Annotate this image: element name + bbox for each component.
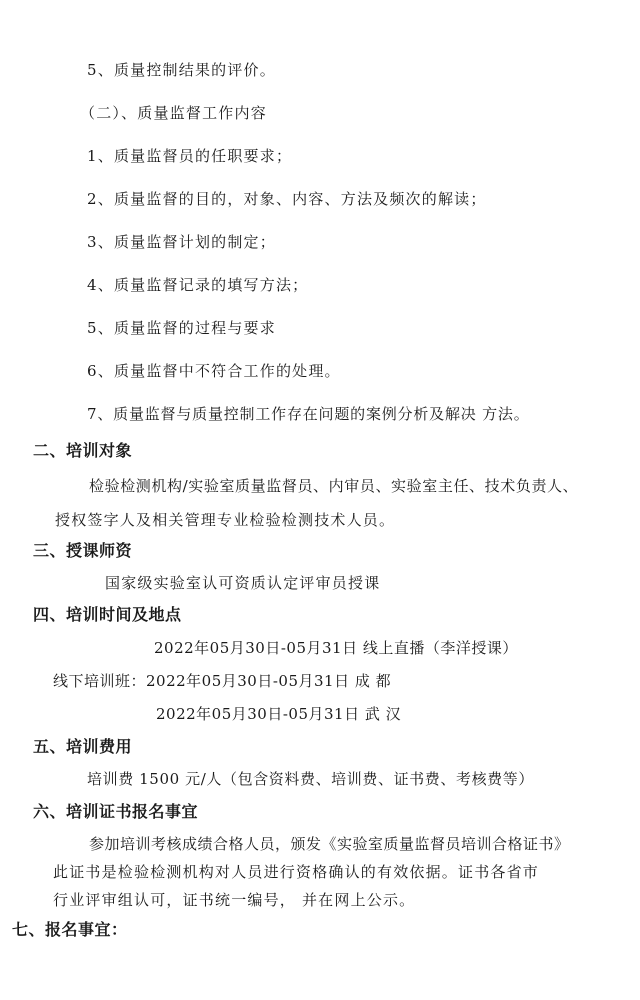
certificate-line-1: 参加培训考核成绩合格人员，颁发《实验室质量监督员培训合格证书》 <box>89 835 570 853</box>
training-target-line-1: 检验检测机构/实验室质量监督员、内审员、实验室主任、技术负责人、 <box>89 477 579 495</box>
section-instructor-title: 三、授课师资 <box>33 541 133 560</box>
schedule-online: 2022年05月30日-05月31日 线上直播（李洋授课） <box>154 639 518 657</box>
instructor-line: 国家级实验室认可资质认定评审员授课 <box>105 574 381 592</box>
item-quality-control-evaluation: 5、质量控制结果的评价。 <box>87 61 276 79</box>
subsection-title-quality-supervision: （二）、质量监督工作内容 <box>80 104 267 122</box>
section-certificate-title: 六、培训证书报名事宜 <box>33 802 199 821</box>
sub-item-5: 5、质量监督的过程与要求 <box>87 319 276 337</box>
section-time-location-title: 四、培训时间及地点 <box>33 605 182 624</box>
section-registration-title: 七、报名事宜： <box>12 920 128 939</box>
section-training-target-title: 二、培训对象 <box>33 441 133 460</box>
section-fee-title: 五、培训费用 <box>33 737 133 756</box>
fee-line: 培训费 1500 元/人（包含资料费、培训费、证书费、考核费等） <box>87 770 534 788</box>
sub-item-4: 4、质量监督记录的填写方法； <box>87 276 309 294</box>
sub-item-6: 6、质量监督中不符合工作的处理。 <box>87 362 341 380</box>
sub-item-2: 2、质量监督的目的，对象、内容、方法及频次的解读； <box>87 190 487 208</box>
sub-item-3: 3、质量监督计划的制定； <box>87 233 276 251</box>
schedule-offline-chengdu: 线下培训班：2022年05月30日-05月31日 成 都 <box>53 672 392 690</box>
schedule-offline-wuhan: 2022年05月30日-05月31日 武 汉 <box>156 705 402 723</box>
sub-item-7: 7、质量监督与质量控制工作存在问题的案例分析及解决 方法。 <box>87 405 530 423</box>
training-target-line-2: 授权签字人及相关管理专业检验检测技术人员。 <box>55 511 396 529</box>
sub-item-1: 1、质量监督员的任职要求； <box>87 147 293 165</box>
certificate-line-3: 行业评审组认可，证书统一编号， 并在网上公示。 <box>53 891 416 909</box>
certificate-line-2: 此证书是检验检测机构对人员进行资格确认的有效依据。证书各省市 <box>53 863 540 881</box>
